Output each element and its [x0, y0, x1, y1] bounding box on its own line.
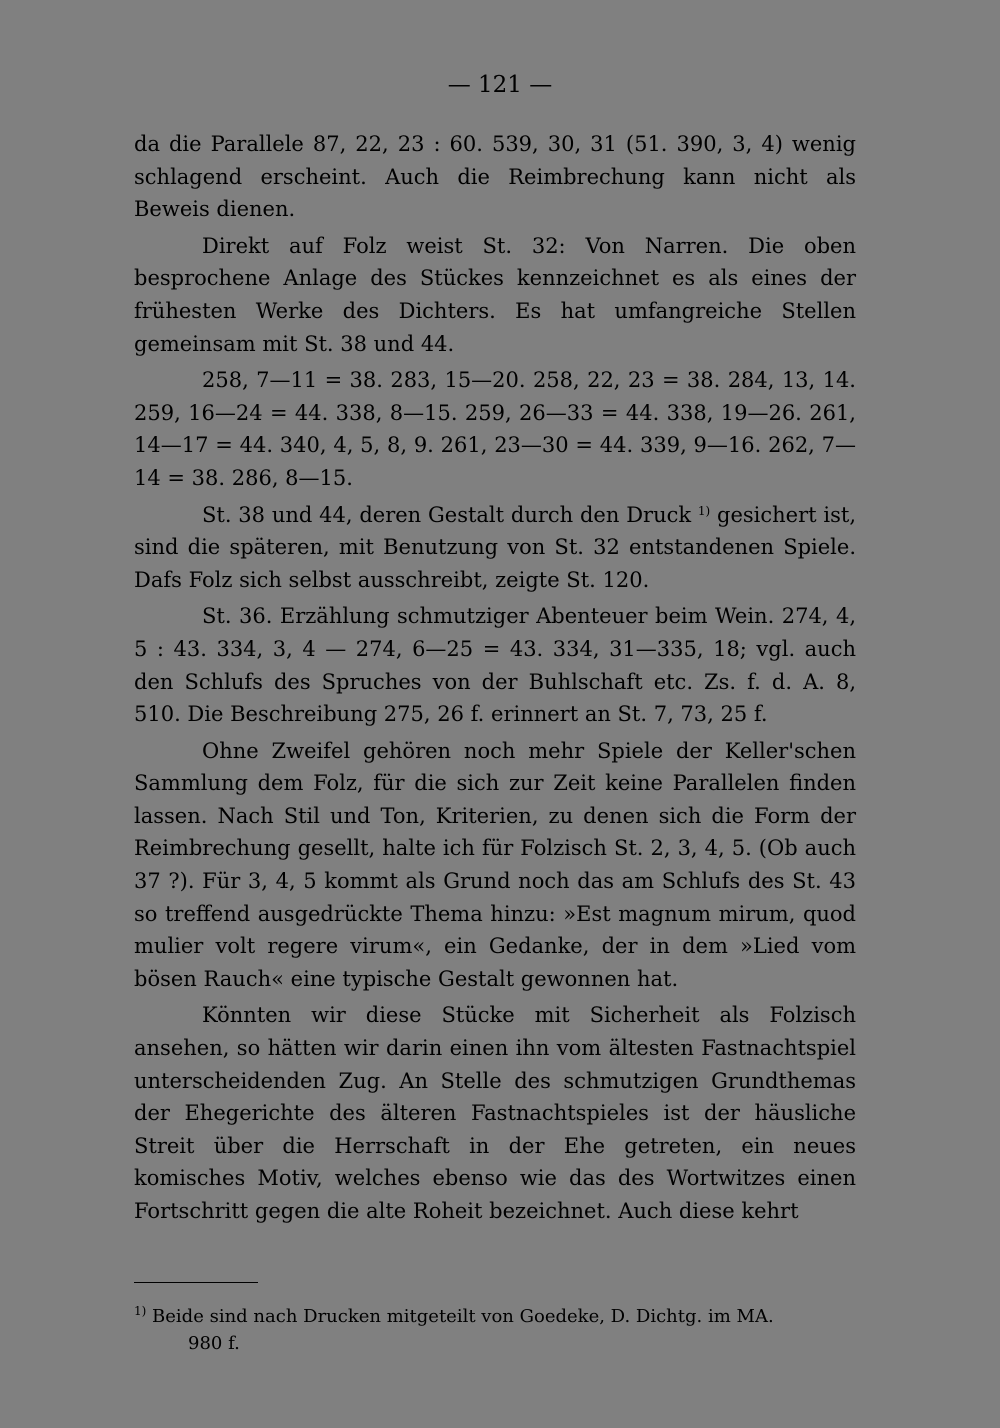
- body-text: [134, 128, 856, 1232]
- footnote-divider: [134, 1282, 258, 1283]
- paragraph-text: gesichert ist, sind die späteren, mit Benutzung von St. 32 entstandenen Spiele. Dafs Folz sich selbst ausschreibt, zeigte St. 120.: [134, 502, 856, 592]
- paragraph: Ohne Zweifel gehören noch mehr Spiele der Keller'schen Sammlung dem Folz, für die sich zur Zeit keine Parallelen finden lassen. Nach Stil und Ton, Kriterien, zu denen sich die Form der Reimbrechung gesellt, halte ich für Folzisch St. 2, 3, 4, 5. (Ob auch 37 ?). Für 3, 4, 5 kommt als Grund noch das am Schlufs des St. 43 so treffend ausgedrückte Thema hinzu: »Est magnum mirum, quod mulier volt regere virum«, ein Gedanke, der in dem »Lied vom bösen Rauch« eine typische Gestalt gewonnen hat.: [134, 738, 856, 991]
- paragraph: Direkt auf Folz weist St. 32: Von Narren. Die oben besprochene Anlage des Stückes kennzeichnet es als eines der frühesten Werke des Dichters. Es hat umfangreiche Stellen gemeinsam mit St. 38 und 44.: [134, 233, 856, 356]
- footnote-text-continued: 980 f.: [188, 1333, 240, 1354]
- paragraph: [134, 499, 856, 597]
- paragraph: Könnten wir diese Stücke mit Sicherheit als Folzisch ansehen, so hätten wir darin einen ihn vom ältesten Fastnachtspiel unterscheidenden Zug. An Stelle des schmutzigen Grundthemas der Ehegerichte des älteren Fastnachtspieles ist der häusliche Streit über die Herrschaft in der Ehe getreten, ein neues komisches Motiv, welches ebenso wie das des Wortwitzes einen Fortschritt gegen die alte Roheit bezeichnet. Auch diese kehrt: [134, 1003, 856, 1223]
- paragraph-text: St. 38 und 44, deren Gestalt durch den Druck: [202, 502, 698, 527]
- paragraph: St. 36. Erzählung schmutziger Abenteuer beim Wein. 274, 4, 5 : 43. 334, 3, 4 — 274, 6—25 = 43. 334, 31—335, 18; vgl. auch den Schlufs des Spruches von der Buhlschaft etc. Zs. f. d. A. 8, 510. Die Beschreibung 275, 26 f. erinnert an St. 7, 73, 25 f.: [134, 604, 856, 727]
- footnote-marker: 1): [697, 503, 711, 518]
- reference-list: 258, 7—11 = 38. 283, 15—20. 258, 22, 23 = 38. 284, 13, 14. 259, 16—24 = 44. 338, 8—15. 259, 26—33 = 44. 338, 19—26. 261, 14—17 = 44. 340, 4, 5, 8, 9. 261, 23—30 = 44. 339, 9—16. 262, 7—14 = 38. 286, 8—15.: [134, 368, 856, 490]
- page-number: — 121 —: [447, 72, 553, 98]
- footnote: [134, 1303, 856, 1357]
- footnote-text: Beide sind nach Drucken mitgeteilt von Goedeke, D. Dichtg. im MA.: [146, 1306, 774, 1327]
- footnote-mark: 1): [134, 1304, 147, 1318]
- paragraph: da die Parallele 87, 22, 23 : 60. 539, 30, 31 (51. 390, 3, 4) wenig schlagend erscheint. Auch die Reimbrechung kann nicht als Beweis dienen.: [134, 132, 856, 222]
